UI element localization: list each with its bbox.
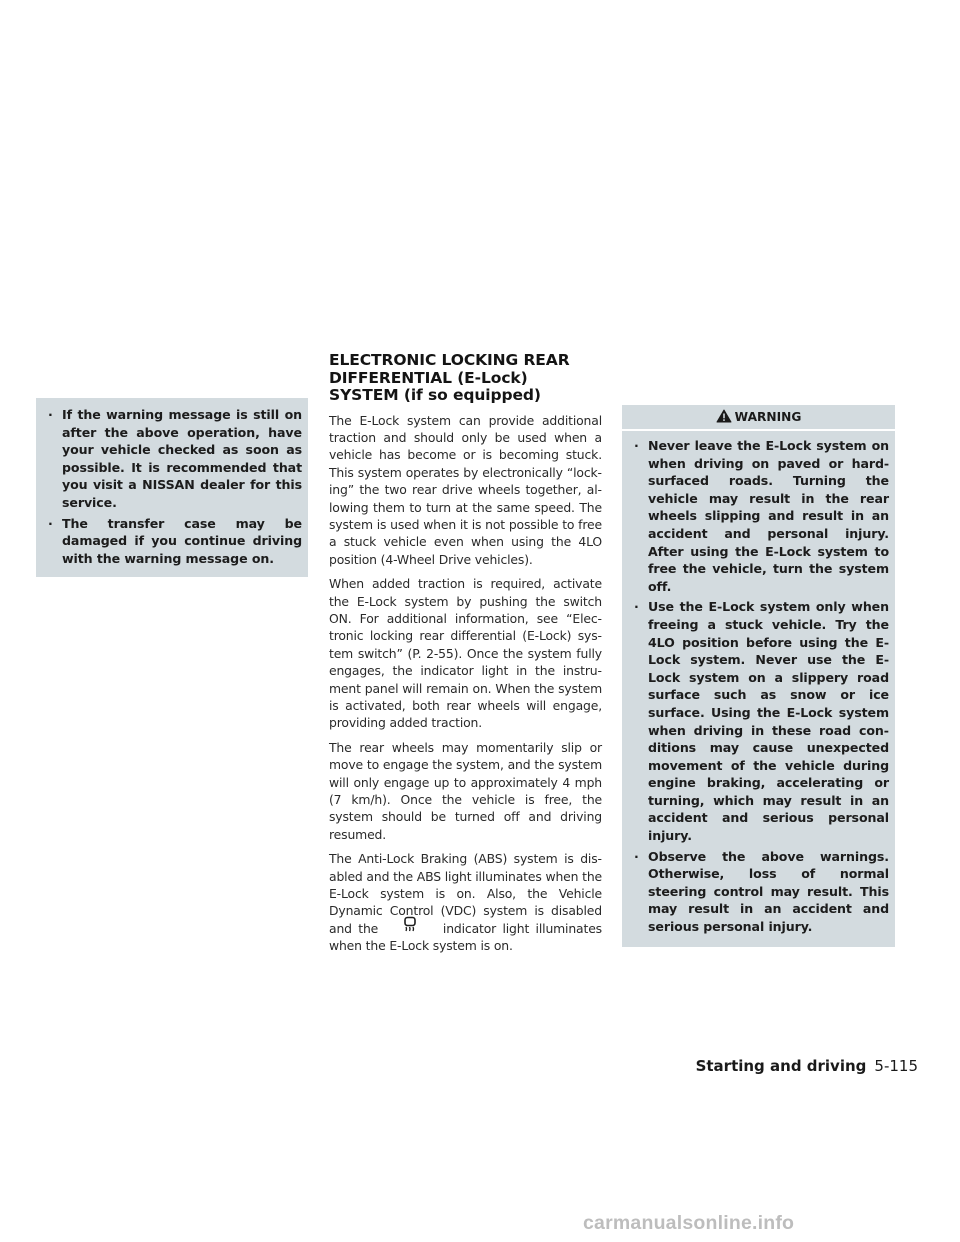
paragraph-text: indicator light illuminates when the E-Lock system is on. — [329, 920, 602, 954]
continued-warning-list — [42, 406, 302, 567]
list-item: · Never leave the E-Lock system on when driving on paved or hard-surfaced roads. Turning the vehicle may result in the rear wheels slipping and result in an accident and personal injury. After using the E-Lock system to free the vehicle, turn the system off. — [628, 437, 889, 595]
vdc-off-icon — [385, 920, 437, 935]
list-item: · Use the E-Lock system only when freeing a stuck vehicle. Try the 4LO position before using the E-Lock system. Never use the E-Lock system on a slippery road surface such as snow or ice surface. Using the E-Lock system when driving in these road conditions may cause unexpected movement of the vehicle during engine braking, accelerating or turning, which may result in an accident and serious personal injury. — [628, 598, 889, 844]
paragraph — [329, 412, 602, 569]
paragraph — [329, 850, 602, 954]
warning-list — [628, 437, 889, 936]
paragraph: The rear wheels may momentarily slip or move to engage the system, and the system will only engage up to approximately 4 mph (7 km/h). Once the vehicle is free, the system should be turned off and driving resumed. — [329, 739, 602, 842]
footer-section-title: Starting and driving — [695, 1057, 867, 1075]
paragraph-text: The Anti-Lock Braking (ABS) system is disabled and the ABS light illuminates when the E-Lock system is on. Also, the Vehicle Dynamic Control (VDC) system is disabled and the — [329, 851, 602, 936]
list-item: · If the warning message is still on after the above operation, have your vehicle checked as soon as possible. It is recommended that you visit a NISSAN dealer for this service. — [42, 406, 302, 512]
warning-heading — [622, 405, 895, 430]
e-lock-section — [329, 352, 602, 962]
page-number: 5-115 — [874, 1057, 918, 1075]
warning-heading-text: WARNING — [734, 410, 802, 424]
section-title: ELECTRONIC LOCKING REAR DIFFERENTIAL (E-Lock) SYSTEM (if so equipped) — [329, 351, 570, 404]
paragraph-text: The E-Lock system can provide additional traction and should only be used when a vehicle has become or is becoming stuck. This system operates by electronically “locking” the two rear drive wheels together, allowing them to turn at the same speed. The system is used when it is not possible to free a stuck vehicle even when using the 4LO position (4-Wheel Drive vehicles). — [329, 412, 602, 567]
warning-triangle-icon — [716, 409, 735, 426]
continued-warning-box — [36, 398, 308, 577]
warning-box — [622, 405, 895, 947]
watermark: carmanualsonline.info — [583, 1212, 795, 1234]
list-item: · The transfer case may be damaged if you continue driving with the warning message on. — [42, 515, 302, 568]
warning-body — [622, 430, 895, 947]
page-footer — [696, 1057, 918, 1075]
list-item: · Observe the above warnings. Otherwise, loss of normal steering control may result. This may result in an accident and serious personal injury. — [628, 848, 889, 936]
paragraph: When added traction is required, activate the E-Lock system by pushing the switch ON. For additional information, see “Electronic locking rear differential (E-Lock) system switch” (P. 2-55). Once the system fully engages, the indicator light in the instrument panel will remain on. When the system is activated, both rear wheels will engage, providing added traction. — [329, 576, 602, 731]
